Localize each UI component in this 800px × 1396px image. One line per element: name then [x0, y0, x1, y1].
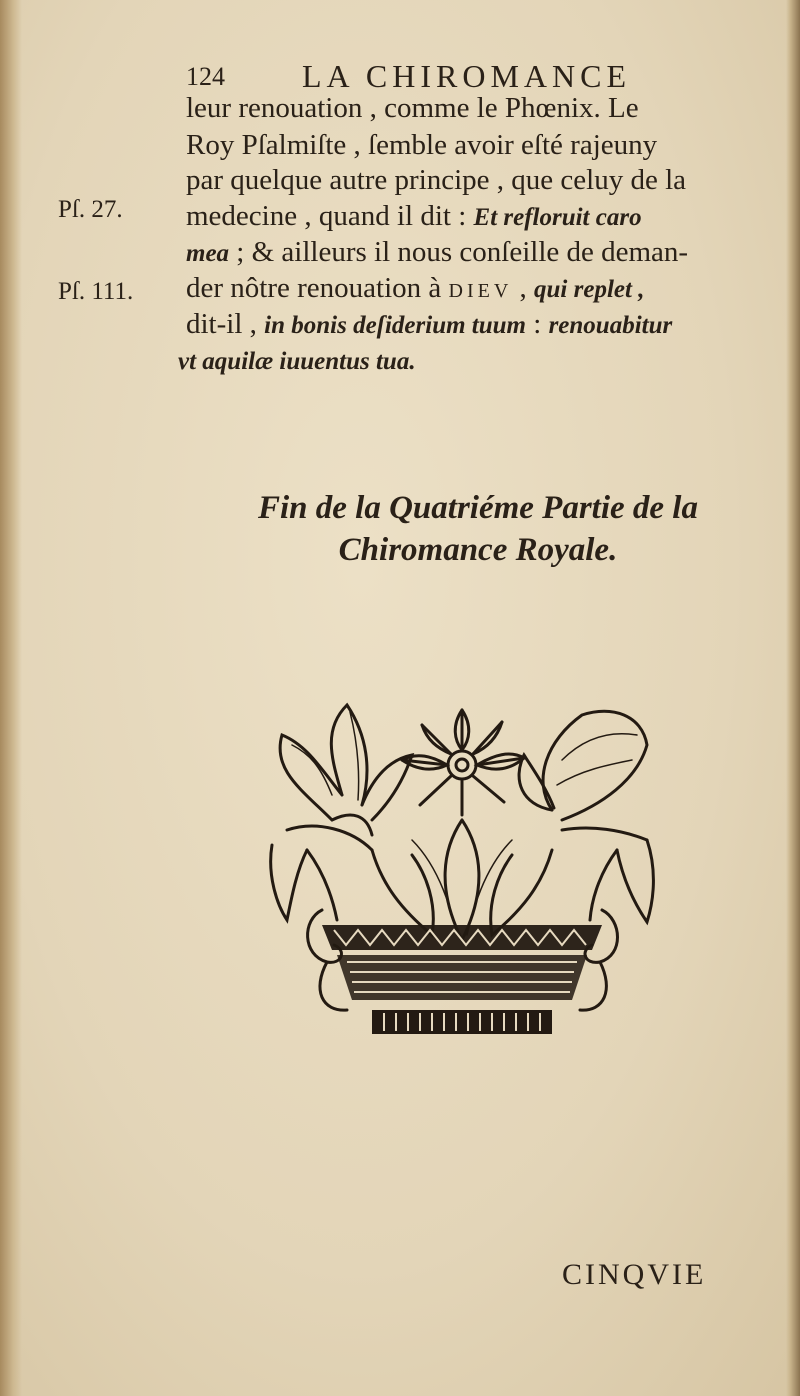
ending-line-2: Chiromance Royale.	[338, 532, 618, 568]
text-line-7	[186, 308, 766, 341]
text-line-4-roman: medecine , quand il dit :	[186, 200, 474, 232]
latin-quote-1-end: mea	[186, 240, 230, 267]
text-line-3	[186, 164, 766, 197]
text-line-2-content: Roy Pſalmiſte , ſemble avoir eſté rajeuny	[186, 129, 658, 161]
text-line-7-sep: :	[526, 308, 549, 340]
text-line-2	[186, 129, 766, 162]
binding-gutter	[0, 0, 22, 1396]
latin-quote-4: renouabitur	[548, 312, 673, 339]
divine-name: DIEV	[448, 280, 513, 302]
text-line-4	[186, 200, 766, 233]
ending-line-1: Fin de la Quatriéme Partie de la	[258, 490, 698, 526]
text-line-7-roman: dit-il ,	[186, 308, 265, 340]
text-line-6-sep: ,	[512, 272, 535, 304]
text-line-5-roman: ; & ailleurs il nous conſeille de deman-	[229, 236, 689, 268]
text-line-3-content: par quelque autre principe , que celuy de la	[186, 164, 687, 196]
text-line-8	[178, 344, 758, 377]
latin-quote-1: Et refloruit caro	[473, 204, 642, 231]
text-line-1-content: leur renouation , comme le Phœnix. Le	[186, 92, 639, 124]
latin-quote-2: qui replet ,	[534, 276, 645, 303]
page-number: 124	[186, 62, 225, 91]
running-title: LA CHIROMANCE	[302, 58, 632, 94]
margin-note-psalm-111: Pſ. 111.	[58, 278, 134, 305]
latin-quote-3: in bonis deſiderium tuum	[264, 312, 527, 339]
catchword: CINQVIE	[562, 1258, 707, 1291]
text-line-1	[186, 92, 766, 125]
latin-quote-4-end: vt aquilæ iuuentus tua.	[178, 348, 416, 375]
margin-note-psalm-27: Pſ. 27.	[58, 196, 123, 223]
text-line-5	[186, 236, 766, 269]
text-line-6	[186, 272, 766, 305]
text-line-6-roman: der nôtre renouation à	[186, 272, 449, 304]
flower-basket-ornament-icon	[262, 700, 662, 1045]
page-edge	[786, 0, 800, 1396]
